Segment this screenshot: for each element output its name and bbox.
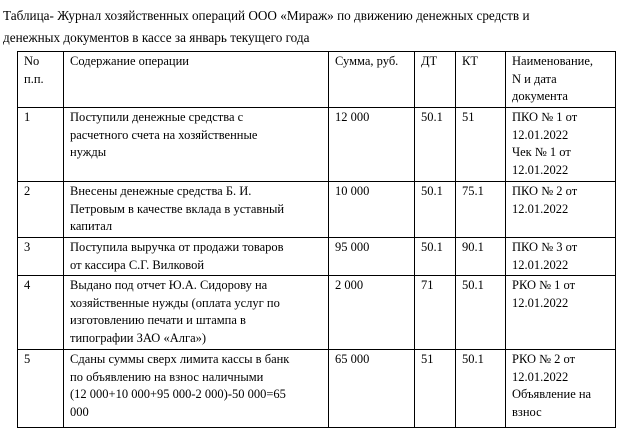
header-dt-line: ДТ: [421, 54, 438, 68]
cell-dt-text: 51: [421, 352, 434, 366]
cell-doc-line: 12.01.2022: [512, 257, 569, 272]
table-row: [18, 108, 616, 182]
cell-doc-line: Объявление на: [512, 387, 592, 402]
cell-content-line: Поступила выручка от продажи товаров: [70, 240, 284, 254]
cell-content-line: Сданы суммы сверх лимита кассы в банк: [70, 352, 290, 366]
table-row: [18, 182, 616, 238]
cell-doc-line: РКО № 2 от: [512, 352, 576, 366]
caption-line-2: денежных документов в кассе за январь текущего года: [3, 30, 310, 45]
cell-doc-line: ПКО № 1 от: [512, 110, 578, 124]
cell-content-line: (12 000+10 000+95 000-2 000)-50 000=65: [70, 387, 286, 402]
cell-dt-text: 71: [421, 278, 434, 292]
cell-sum: [329, 350, 415, 428]
cell-kt-text: 50.1: [462, 278, 484, 292]
cell-dt-text: 50.1: [421, 240, 443, 254]
cell-kt: [456, 182, 506, 238]
cell-kt-text: 51: [462, 110, 475, 124]
cell-kt-text: 75.1: [462, 184, 484, 198]
cell-sum: [329, 108, 415, 182]
cell-content-line: хозяйственные нужды (оплата услуг по: [70, 295, 280, 310]
cell-sum-text: 65 000: [335, 352, 370, 366]
cell-num: [18, 276, 64, 350]
cell-content-line: 000: [70, 404, 89, 419]
header-doc-line: документа: [512, 89, 568, 104]
cell-sum-text: 10 000: [335, 184, 370, 198]
cell-num: [18, 350, 64, 428]
table-row: [18, 350, 616, 428]
cell-doc-line: 12.01.2022: [512, 369, 569, 384]
cell-dt: [415, 238, 456, 276]
header-doc: [506, 52, 616, 108]
cell-doc-line: 12.01.2022: [512, 127, 569, 142]
cell-doc: [506, 108, 616, 182]
cell-doc: [506, 182, 616, 238]
cell-content-line: Поступили денежные средства с: [70, 110, 244, 124]
cell-sum-text: 95 000: [335, 240, 370, 254]
cell-kt-text: 90.1: [462, 240, 484, 254]
cell-content-line: Петровым в качестве вклада в уставный: [70, 201, 285, 216]
table-caption: [3, 5, 627, 49]
header-num-line: п.п.: [24, 71, 44, 86]
table-header-row: [18, 52, 616, 108]
cell-content: [64, 182, 329, 238]
cell-num: [18, 182, 64, 238]
cell-num-text: 3: [24, 240, 31, 254]
cell-content: [64, 108, 329, 182]
cell-sum: [329, 182, 415, 238]
cell-content-line: от кассира С.Г. Вилковой: [70, 257, 205, 272]
cell-content-line: Внесены денежные средства Б. И.: [70, 184, 252, 198]
cell-doc-line: 12.01.2022: [512, 162, 569, 177]
cell-content-line: по объявлению на взнос наличными: [70, 369, 264, 384]
cell-dt: [415, 350, 456, 428]
cell-content-line: нужды: [70, 145, 107, 160]
cell-content: [64, 238, 329, 276]
cell-doc-line: ПКО № 2 от: [512, 184, 578, 198]
cell-num-text: 5: [24, 352, 31, 366]
cell-content: [64, 350, 329, 428]
header-kt-line: КТ: [462, 54, 478, 68]
operations-journal-table: [17, 51, 616, 428]
header-content-line: Содержание операции: [70, 54, 189, 68]
cell-doc-line: 12.01.2022: [512, 201, 569, 216]
cell-content-line: Выдано под отчет Ю.А. Сидорову на: [70, 278, 268, 292]
cell-doc-line: 12.01.2022: [512, 295, 569, 310]
cell-kt: [456, 238, 506, 276]
cell-dt: [415, 182, 456, 238]
cell-sum-text: 12 000: [335, 110, 370, 124]
cell-dt-text: 50.1: [421, 110, 443, 124]
header-kt: [456, 52, 506, 108]
header-content: [64, 52, 329, 108]
cell-dt: [415, 108, 456, 182]
cell-doc: [506, 276, 616, 350]
header-sum-line: Сумма, руб.: [335, 54, 399, 68]
header-num-line: No: [24, 54, 40, 68]
cell-sum: [329, 238, 415, 276]
cell-sum: [329, 276, 415, 350]
cell-doc: [506, 238, 616, 276]
cell-dt: [415, 276, 456, 350]
header-sum: [329, 52, 415, 108]
cell-num-text: 4: [24, 278, 31, 292]
cell-doc: [506, 350, 616, 428]
caption-line-1: Таблица- Журнал хозяйственных операций ООО «Мираж» по движению денежных средств и: [3, 8, 530, 23]
cell-num-text: 1: [24, 110, 31, 124]
cell-num-text: 2: [24, 184, 31, 198]
cell-content-line: расчетного счета на хозяйственные: [70, 127, 258, 142]
cell-content-line: изготовлению печати и штампа в: [70, 313, 246, 328]
cell-kt-text: 50.1: [462, 352, 484, 366]
header-dt: [415, 52, 456, 108]
cell-doc-line: РКО № 1 от: [512, 278, 576, 292]
table-row: [18, 238, 616, 276]
cell-num: [18, 238, 64, 276]
cell-dt-text: 50.1: [421, 184, 443, 198]
cell-doc-line: Чек № 1 от: [512, 145, 571, 160]
cell-kt: [456, 276, 506, 350]
cell-content-line: типографии ЗАО «Алга»): [70, 330, 207, 345]
table-row: [18, 276, 616, 350]
header-num: [18, 52, 64, 108]
cell-kt: [456, 350, 506, 428]
cell-content-line: капитал: [70, 219, 113, 234]
header-doc-line: Наименование,: [512, 54, 593, 68]
cell-content: [64, 276, 329, 350]
cell-sum-text: 2 000: [335, 278, 364, 292]
cell-doc-line: ПКО № 3 от: [512, 240, 578, 254]
header-doc-line: N и дата: [512, 71, 557, 86]
cell-num: [18, 108, 64, 182]
cell-doc-line: взнос: [512, 404, 542, 419]
cell-kt: [456, 108, 506, 182]
